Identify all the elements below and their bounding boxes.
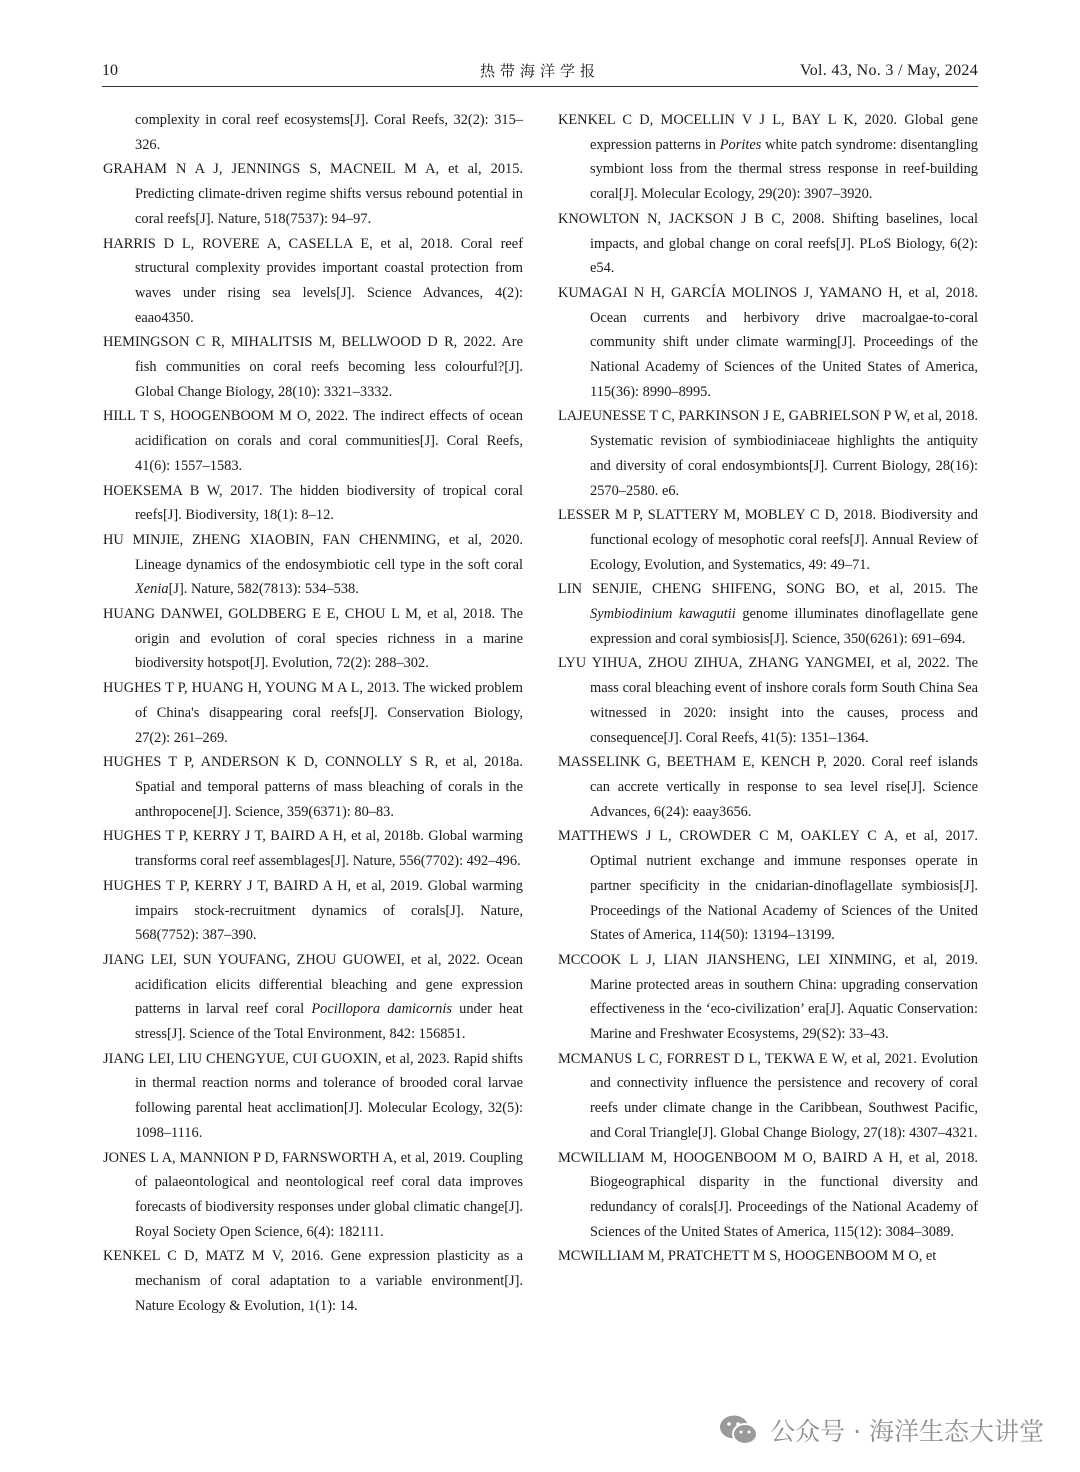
- reference-entry: [103, 528, 523, 602]
- reference-entry: [558, 207, 978, 281]
- reference-text: [J]. Nature, 582(7813): 534–538.: [168, 581, 359, 598]
- reference-text: LIN SENJIE, CHENG SHIFENG, SONG BO, et al, 2015. The: [558, 581, 978, 598]
- volume-info: Vol. 43, No. 3 / May, 2024: [799, 62, 978, 79]
- reference-text: MATTHEWS J L, CROWDER C M, OAKLEY C A, et al, 2017. Optimal nutrient exchange and immune responses operate in partner specificity in the cnidarian-dinoflagellate symbiosis[J]. Proceedings of the National Academy of Sciences of the United States of America, 114(50): 13194–13199.: [558, 828, 978, 944]
- reference-entry: [103, 750, 523, 824]
- reference-entry: [558, 750, 978, 824]
- reference-text: genome illuminates dinoflagellate gene expression and coral symbiosis[J]. Science, 350(6261): 691–694.: [590, 606, 978, 647]
- reference-text: HUGHES T P, KERRY J T, BAIRD A H, et al, 2019. Global warming impairs stock-recruitment dynamics of corals[J]. Nature, 568(7752): 387–390.: [103, 877, 523, 944]
- reference-entry: [558, 948, 978, 1047]
- reference-text: MCCOOK L J, LIAN JIANSHENG, LEI XINMING, et al, 2019. Marine protected areas in southern China: upgrading conservation effectiveness in the ‘eco-civilization’ era[J]. Aquatic Conservation: Marine and Freshwater Ecosystems, 29(S2): 33–43.: [558, 951, 978, 1043]
- reference-text: white patch syndrome: disentangling symbiont loss from the thermal stress response in reef-building coral[J]. Molecular Ecology, 29(20): 3907–3920.: [590, 136, 978, 203]
- reference-text: HUGHES T P, HUANG H, YOUNG M A L, 2013. The wicked problem of China's disappearing coral reefs[J]. Conservation Biology, 27(2): 261–269.: [103, 680, 523, 746]
- species-name-italic: Pocillopora damicornis: [311, 1001, 452, 1018]
- reference-text: MCWILLIAM M, PRATCHETT M S, HOOGENBOOM M O, et: [558, 1248, 937, 1265]
- right-reference-column: [558, 108, 978, 1269]
- reference-text: LYU YIHUA, ZHOU ZIHUA, ZHANG YANGMEI, et al, 2022. The mass coral bleaching event of inshore corals form South China Sea witnessed in 2020: insight into the causes, process and consequence[J]. Coral Reefs, 41(5): 1351–1364.: [558, 655, 978, 746]
- reference-text: KENKEL C D, MATZ M V, 2016. Gene expression plasticity as a mechanism of coral adaptation to a variable environment[J]. Nature Ecology & Evolution, 1(1): 14.: [103, 1248, 523, 1314]
- reference-text: HUGHES T P, KERRY J T, BAIRD A H, et al, 2018b. Global warming transforms coral reef assemblages[J]. Nature, 556(7702): 492–496.: [103, 828, 523, 870]
- reference-text: KUMAGAI N H, GARCÍA MOLINOS J, YAMANO H, et al, 2018. Ocean currents and herbivory drive macroalgae-to-coral community shift under climate warming[J]. Proceedings of the National Academy of Sciences of the United States of America, 115(36): 8990–8995.: [558, 284, 978, 400]
- reference-text: under heat stress[J]. Science of the Total Environment, 842: 156851.: [135, 1001, 523, 1043]
- reference-entry: [103, 404, 523, 478]
- reference-text: LESSER M P, SLATTERY M, MOBLEY C D, 2018. Biodiversity and functional ecology of mesophotic coral reefs[J]. Annual Review of Ecology, Evolution, and Systematics, 49: 49–71.: [558, 507, 978, 573]
- reference-text: HU MINJIE, ZHENG XIAOBIN, FAN CHENMING, et al, 2020. Lineage dynamics of the endosymbiotic cell type in the soft coral: [103, 531, 523, 573]
- reference-entry: [103, 1047, 523, 1146]
- reference-entry: [103, 602, 523, 676]
- reference-entry: [558, 1244, 978, 1269]
- reference-entry: [558, 1047, 978, 1146]
- reference-entry: [558, 503, 978, 577]
- reference-text: HEMINGSON C R, MIHALITSIS M, BELLWOOD D R, 2022. Are fish communities on coral reefs becoming less colourful?[J]. Global Change Biology, 28(10): 3321–3332.: [103, 334, 523, 400]
- reference-entry: [103, 157, 523, 231]
- page-header: [102, 58, 978, 84]
- wechat-icon: [718, 1413, 760, 1447]
- reference-entry: [103, 676, 523, 750]
- reference-entry: [103, 1146, 523, 1245]
- species-name-italic: Porites: [719, 136, 762, 153]
- reference-entry: [558, 108, 978, 207]
- reference-entry: [558, 577, 978, 651]
- header-rule: [102, 86, 978, 87]
- reference-entry: [103, 1244, 523, 1318]
- reference-text: JONES L A, MANNION P D, FARNSWORTH A, et al, 2019. Coupling of palaeontological and neontological reef coral data improves forecasts of biodiversity responses under global climatic change[J]. Royal Society Open Science, 6(4): 182111.: [103, 1149, 523, 1240]
- reference-entry: [103, 948, 523, 1047]
- reference-text: HUGHES T P, ANDERSON K D, CONNOLLY S R, et al, 2018a. Spatial and temporal patterns of mass bleaching of corals in the anthropocene[J]. Science, 359(6371): 80–83.: [103, 754, 523, 820]
- left-reference-column: [103, 108, 523, 1318]
- reference-text: GRAHAM N A J, JENNINGS S, MACNEIL M A, et al, 2015. Predicting climate-driven regime shifts versus rebound potential in coral reefs[J]. Nature, 518(7537): 94–97.: [103, 161, 523, 227]
- species-name-italic: Symbiodinium kawagutii: [590, 606, 736, 623]
- reference-entry: [558, 1146, 978, 1245]
- reference-text: MASSELINK G, BEETHAM E, KENCH P, 2020. Coral reef islands can accrete vertically in response to sea level rise[J]. Science Advances, 6(24): eaay3656.: [558, 754, 978, 820]
- reference-text: JIANG LEI, LIU CHENGYUE, CUI GUOXIN, et al, 2023. Rapid shifts in thermal reaction norms and tolerance of brooded coral larvae following parental heat acclimation[J]. Molecular Ecology, 32(5): 1098–1116.: [103, 1050, 523, 1141]
- reference-entry: [558, 824, 978, 948]
- reference-text: HARRIS D L, ROVERE A, CASELLA E, et al, 2018. Coral reef structural complexity provides important coastal protection from waves under rising sea levels[J]. Science Advances, 4(2): eaao4350.: [103, 235, 523, 326]
- journal-title: 热带海洋学报: [479, 62, 600, 80]
- reference-entry: [558, 404, 978, 503]
- reference-text: HILL T S, HOOGENBOOM M O, 2022. The indirect effects of ocean acidification on corals and coral communities[J]. Coral Reefs, 41(6): 1557–1583.: [103, 408, 523, 474]
- reference-text: MCMANUS L C, FORREST D L, TEKWA E W, et al, 2021. Evolution and connectivity influence the persistence and recovery of coral reefs under climate change in the Caribbean, Southwest Pacific, and Coral Triangle[J]. Global Change Biology, 27(18): 4307–4321.: [558, 1050, 978, 1141]
- reference-text: HOEKSEMA B W, 2017. The hidden biodiversity of tropical coral reefs[J]. Biodiversity, 18(1): 8–12.: [103, 482, 523, 524]
- reference-text: MCWILLIAM M, HOOGENBOOM M O, BAIRD A H, et al, 2018. Biogeographical disparity in the functional diversity and redundancy of corals[J]. Proceedings of the National Academy of Sciences of the United States of America, 115(12): 3084–3089.: [558, 1149, 978, 1240]
- reference-text: KENKEL C D, MOCELLIN V J L, BAY L K, 2020. Global gene expression patterns in: [558, 112, 978, 153]
- species-name-italic: Xenia: [135, 581, 169, 598]
- reference-text: JIANG LEI, SUN YOUFANG, ZHOU GUOWEI, et al, 2022. Ocean acidification elicits differential bleaching and gene expression patterns in larval reef coral: [103, 951, 523, 1018]
- watermark: [718, 1410, 1044, 1450]
- reference-entry: [103, 232, 523, 331]
- watermark-text: 公众号 · 海洋生态大讲堂: [770, 1417, 1044, 1446]
- reference-entry-continuation: [103, 108, 523, 157]
- reference-text: HUANG DANWEI, GOLDBERG E E, CHOU L M, et al, 2018. The origin and evolution of coral species richness in a marine biodiversity hotspot[J]. Evolution, 72(2): 288–302.: [103, 606, 523, 672]
- reference-entry: [103, 824, 523, 873]
- reference-entry: [103, 874, 523, 948]
- reference-text: complexity in coral reef ecosystems[J]. Coral Reefs, 32(2): 315–326.: [135, 112, 523, 153]
- reference-entry: [103, 479, 523, 528]
- reference-entry: [558, 281, 978, 405]
- page-number: 10: [102, 62, 118, 79]
- reference-text: KNOWLTON N, JACKSON J B C, 2008. Shifting baselines, local impacts, and global change on coral reefs[J]. PLoS Biology, 6(2): e54.: [558, 210, 978, 277]
- reference-entry: [103, 330, 523, 404]
- reference-entry: [558, 651, 978, 750]
- reference-text: LAJEUNESSE T C, PARKINSON J E, GABRIELSON P W, et al, 2018. Systematic revision of symbiodiniaceae highlights the antiquity and diversity of coral endosymbionts[J]. Current Biology, 28(16): 2570–2580. e6.: [558, 408, 978, 499]
